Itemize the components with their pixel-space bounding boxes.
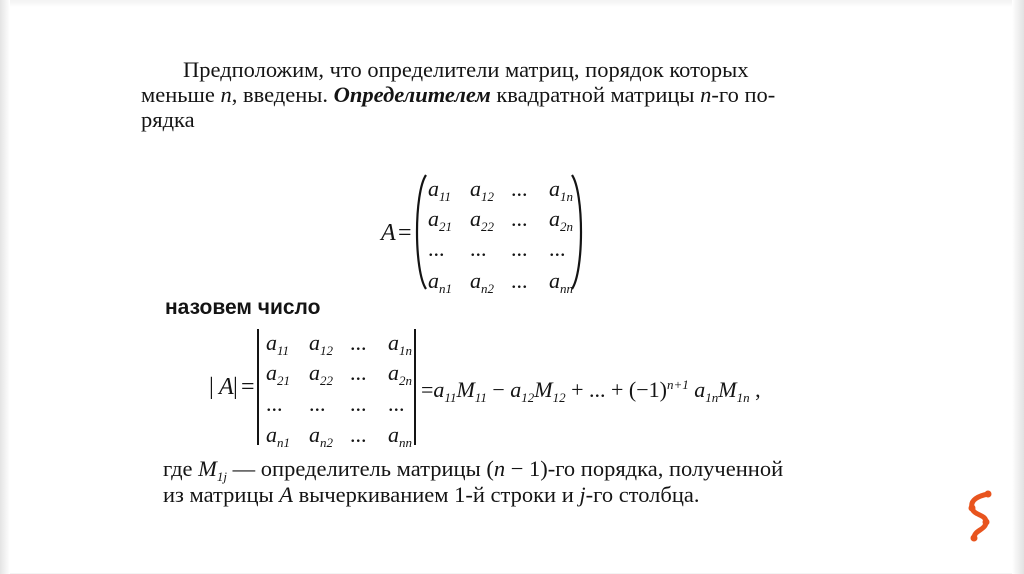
paragraph1-line2 — [141, 84, 775, 107]
matrix-left-paren — [410, 173, 430, 291]
matrix-cell: $a_{12}$ — [309, 330, 333, 358]
det-right-bar — [412, 328, 418, 446]
expansion-minus: − — [486, 377, 511, 402]
var-n: n — [493, 456, 506, 481]
var-n: n — [220, 82, 232, 107]
matrix-cell: ... — [350, 330, 367, 355]
expansion-equals: = — [421, 377, 434, 402]
matrix-cell: $a_{22}$ — [470, 206, 494, 234]
det-lhs-bar-left: | — [209, 374, 214, 400]
matrix-cell: ... — [511, 206, 528, 231]
matrix-cell: $a_{12}$ — [470, 176, 494, 204]
sup-n-plus-1: n+1 — [666, 377, 689, 392]
matrix-cell: ... — [470, 236, 487, 261]
expansion-M: M — [718, 377, 737, 402]
text-fragment: где — [163, 456, 199, 481]
matrix-cell: $a_{11}$ — [266, 330, 290, 358]
text-fragment: меньше — [141, 82, 221, 107]
det-left-bar — [255, 328, 261, 446]
var-n: n — [700, 82, 712, 107]
text-fragment: − 1)-го порядка, полученной — [505, 456, 784, 481]
sub-1n: 1n — [736, 390, 750, 405]
matrix-cell: $a_{1n}$ — [549, 176, 573, 204]
right-edge-shadow — [1012, 0, 1024, 574]
text-fragment: из матрицы — [163, 482, 280, 507]
var-j: j — [579, 482, 586, 507]
matrix-lhs-A: A — [381, 220, 396, 246]
paragraph2-line2 — [163, 484, 700, 507]
matrix-cell: $a_{21}$ — [428, 206, 452, 234]
matrix-cell: ... — [309, 391, 326, 416]
var-A: A — [279, 482, 293, 507]
matrix-cell: ... — [350, 391, 367, 416]
paragraph1-line1-text: Предположим, что определители матриц, порядок которых — [183, 57, 749, 82]
paragraph1-line3 — [141, 109, 195, 132]
paragraph1-line3-text: рядка — [141, 107, 195, 132]
sub-11: 11 — [474, 390, 487, 405]
text-fragment: вычеркиванием 1-й строки и — [292, 482, 580, 507]
left-edge-shadow — [0, 0, 10, 574]
expansion-comma: , — [749, 377, 761, 402]
paragraph1-line1 — [183, 59, 748, 82]
matrix-cell: ... — [350, 422, 367, 447]
expansion-M: M — [534, 377, 553, 402]
text-fragment: , введены. — [231, 82, 334, 107]
matrix-cell: ... — [428, 236, 445, 261]
matrix-cell: $a_{n2}$ — [470, 268, 494, 296]
matrix-cell: ... — [549, 236, 566, 261]
var-M: M — [198, 456, 217, 481]
det-expansion — [421, 378, 761, 404]
sub-12: 12 — [521, 390, 535, 405]
matrix-cell: $a_{nn}$ — [549, 268, 573, 296]
text-fragment: -го по- — [711, 82, 776, 107]
det-lhs-A: A — [219, 374, 234, 400]
chain-link-icon — [960, 488, 1000, 544]
matrix-cell: ... — [511, 268, 528, 293]
matrix-cell: $a_{2n}$ — [549, 206, 573, 234]
sub-1j: 1j — [216, 469, 228, 484]
expansion-M: M — [456, 377, 475, 402]
label-number-text: назовем число — [165, 296, 321, 319]
matrix-cell: ... — [350, 360, 367, 385]
text-fragment: -го столбца. — [585, 482, 700, 507]
matrix-equals: = — [398, 220, 412, 246]
matrix-cell: $a_{22}$ — [309, 360, 333, 388]
expansion-a: a — [433, 377, 445, 402]
matrix-cell: $a_{21}$ — [266, 360, 290, 388]
matrix-cell: ... — [511, 176, 528, 201]
paragraph2-line1 — [163, 458, 783, 483]
matrix-cell: $a_{2n}$ — [388, 360, 412, 388]
matrix-cell: $a_{n1}$ — [428, 268, 452, 296]
text-fragment: квадратной матрицы — [490, 82, 701, 107]
det-equals: = — [241, 374, 255, 400]
matrix-cell: ... — [388, 391, 405, 416]
label-number — [165, 297, 320, 318]
matrix-cell: $a_{n2}$ — [309, 422, 333, 450]
defined-term: Определителем — [333, 82, 491, 107]
sub-11: 11 — [444, 390, 457, 405]
matrix-cell: ... — [511, 236, 528, 261]
matrix-cell: $a_{n1}$ — [266, 422, 290, 450]
matrix-cell: ... — [266, 391, 283, 416]
matrix-cell: $a_{11}$ — [428, 176, 452, 204]
matrix-cell: $a_{nn}$ — [388, 422, 412, 450]
sub-1n: 1n — [705, 390, 719, 405]
expansion-neg-one: (−1) — [628, 377, 667, 402]
expansion-plus-dots: + ... + — [565, 377, 629, 402]
expansion-a: a — [694, 377, 706, 402]
sub-12: 12 — [552, 390, 566, 405]
expansion-a: a — [510, 377, 522, 402]
det-lhs-bar-right: | — [233, 374, 238, 400]
text-fragment: — определитель матрицы ( — [227, 456, 494, 481]
matrix-cell: $a_{1n}$ — [388, 330, 412, 358]
